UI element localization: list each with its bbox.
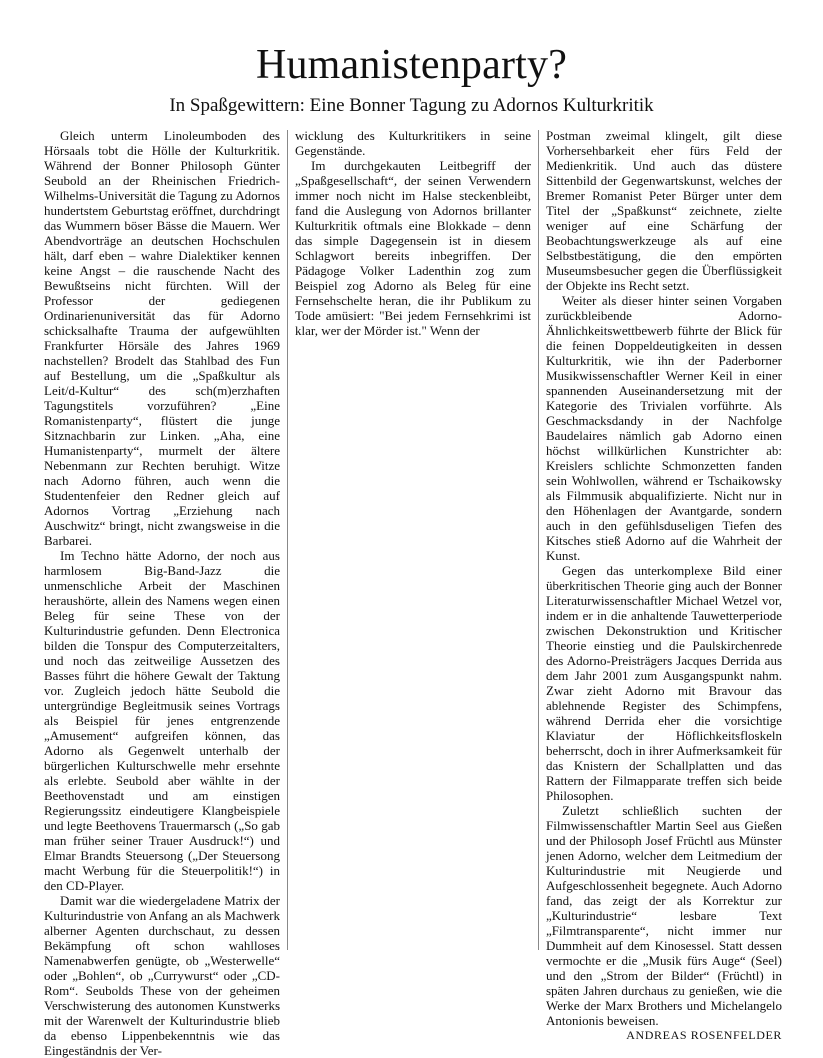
author-byline: ANDREAS ROSENFELDER xyxy=(626,1028,782,1042)
article-headline: Humanistenparty? xyxy=(255,42,568,88)
paragraph: Zuletzt schließlich suchten der Filmwissenschaftler Martin Seel aus Gießen und der Philosoph Josef Früchtl aus Münster jenen Adorno, welcher dem Leitmedium der Kulturindustrie mit Neugierde und Aufgeschlossenheit begegnete. Auch Adorno fand, das zeigt der als Korrektur zur „Kulturindustrie“ lesbare Text „Filmtransparente“, nicht immer nur Dummheit auf dem Kinosessel. Statt dessen vermochte er die „Musik fürs Auge“ (Seel) und den „Strom der Bilder“ (Früchtl) in späten Jahren durchaus zu genießen, wie die Werke der Marx Brothers und Michelangelo Antonionis beweisen. xyxy=(546,803,782,1028)
paragraph: Gegen das unterkomplexe Bild einer überkritischen Theorie ging auch der Bonner Literaturwissenschaftler Michael Wetzel vor, indem er in die anhaltende Tauwetterperiode zwischen Dekonstruktion und Kritischer Theorie einstieg und die Paulskirchenrede des Adorno-Preisträgers Jacques Derrida aus dem Jahr 2001 zum Ausgangspunkt nahm. Zwar zieht Adorno mit Bravour das ablehnende Register des Schimpfens, während Derrida eher die vorsichtige Klaviatur der Höflichkeitsfloskeln beherrscht, doch in ihrer Aufmerksamkeit für das Knistern der Schallplatten und das Rattern der Filmapparate treffen sich beide Philosophen. xyxy=(546,563,782,803)
article-subheadline: In Spaßgewittern: Eine Bonner Tagung zu Adornos Kulturkritik xyxy=(169,95,654,116)
column-3 xyxy=(546,128,782,1043)
column-2 xyxy=(295,128,531,338)
column-divider xyxy=(287,130,288,950)
paragraph: Weiter als dieser hinter seinen Vorgaben zurückbleibende Adorno-Ähnlichkeitswettbewerb führte der Blick für die feinen Doppeldeutigkeiten in dessen Kulturkritik, wie ihn der Paderborner Musikwissenschaftler Werner Keil in einer spannenden Auseinandersetzung mit der Kategorie des Trivialen vorführte. Als Geschmacksdandy in der Nachfolge Baudelaires nämlich gab Adorno einen höchst willkürlichen Kunstrichter ab: Kreislers schlichte Schmonzetten fanden sein Wohlwollen, während er Tschaikowsky als Filmmusik abqualifizierte. Nicht nur in den Höhenlagen der Avantgarde, sondern auch in den gefühlsduseligen Tiefen des Kitsches stieß Adorno auf die Wahrheit der Kunst. xyxy=(546,293,782,563)
paragraph: Im Techno hätte Adorno, der noch aus harmlosem Big-Band-Jazz die unmenschliche Arbeit der Maschinen heraushörte, allein des Namens wegen einen Beleg für seine These von der Kulturindustrie gefunden. Denn Electronica bilden die Tonspur des Computerzeitalters, und noch das zeitweilige Aussetzen des Basses führt die höhere Gewalt der Taktung vor. Zugleich jedoch hätte Seubold die untergründige Begleitmusik seines Vortrags als Beispiel für jenes entgrenzende „Amusement“ aufgreifen können, das Adorno als Gegenwelt unterhalb der bürgerlichen Kulturschwelle mehr ersehnte als erlebte. Seubold aber wählte in der Beethovenstadt und am einstigen Regierungssitz eindeutigere Klangbeispiele und legte Beethovens Trauermarsch („So gab man früher seiner Trauer Ausdruck!“) und Elmar Brandts Steuersong („Der Steuersong macht Werbung für die Steuerpolitik!“) in den CD-Player. xyxy=(44,548,280,893)
column-1 xyxy=(44,128,280,1058)
paragraph: Damit war die wiedergeladene Matrix der Kulturindustrie von Anfang an als Machwerk alberner Agenten durchschaut, zu dessen Bekämpfung oft schon wahlloses Namenabwerfen genügte, ob „Westerwelle“ oder „Bohlen“, ob „Currywurst“ oder „CD-Rom“. Seubolds These von der geheimen Verschwisterung des autonomen Kunstwerks mit der Warenwelt der Kulturindustrie blieb da ebenso Lippenbekenntnis wie das Eingeständnis der Ver- xyxy=(44,893,280,1058)
paragraph: Im durchgekauten Leitbegriff der „Spaßgesellschaft“, der seinen Verwendern immer noch nicht im Halse steckenbleibt, fand die Auslegung von Adornos brillanter Kulturkritik oftmals eine Blokkade – denn das simple Dagegensein ist in diesem Schlagwort bereits inbegriffen. Der Pädagoge Volker Ladenthin zog zum Beispiel zog Adorno als Beleg für eine Fernsehschelte heran, die ihr Publikum zu Tode amüsiert: "Bei jedem Fernsehkrimi ist klar, wer der Mörder ist." Wenn der xyxy=(295,158,531,338)
paragraph: wicklung des Kulturkritikers in seine Gegenstände. xyxy=(295,128,531,158)
paragraph: Gleich unterm Linoleumboden des Hörsaals tobt die Hölle der Kulturkritik. Während der Bonner Philosoph Günter Seubold an der Rheinischen Friedrich-Wilhelms-Universität die Tagung zu Adornos hundertstem Geburtstag eröffnet, durchdringt das Wummern böser Bässe die Mauern. Wer Abendvorträge an deutschen Hochschulen hält, darf eben – wahre Dialektiker kennen keine Angst – die rauschende Nacht des Bewußtseins nicht fürchten. Will der Professor der gediegenen Ordinarienuniversität das für Adorno schicksalhafte Trauma der aufgewühlten Frankfurter Hörsäle des Jahres 1969 nachstellen? Brodelt das Stahlbad des Fun auf Bestellung, um die „Spaßkultur als Leit/d-Kultur“ des sch(m)erzhaften Tagungstitels vorzuführen? „Eine Romanistenparty“, flüstert die junge Sitznachbarin zur Linken. „Aha, eine Humanistenparty“, murmelt der ältere Nebenmann zur Rechten beruhigt. Witze nach Adorno führen, auch wenn die Studentenfeier den Redner gleich auf Adornos Vortrag „Erziehung nach Auschwitz“ bringt, nicht zwangsweise in die Barbarei. xyxy=(44,128,280,548)
article-body xyxy=(44,128,782,1058)
column-divider xyxy=(538,130,539,950)
paragraph: Postman zweimal klingelt, gilt diese Vorhersehbarkeit eher fürs Feld der Medienkritik. Und auch das düstere Sittenbild der Gegenwartskunst, welches der Bremer Romanist Peter Bürger unter dem Titel der „Spaßkunst“ zeichnete, zielte weniger auf eine Schärfung der Beobachtungswerkzeuge als auf eine Selbstbestätigung, die den empörten Museumsbesucher gegen die Überflüssigkeit der Objekte ins Recht setzt. xyxy=(546,128,782,293)
